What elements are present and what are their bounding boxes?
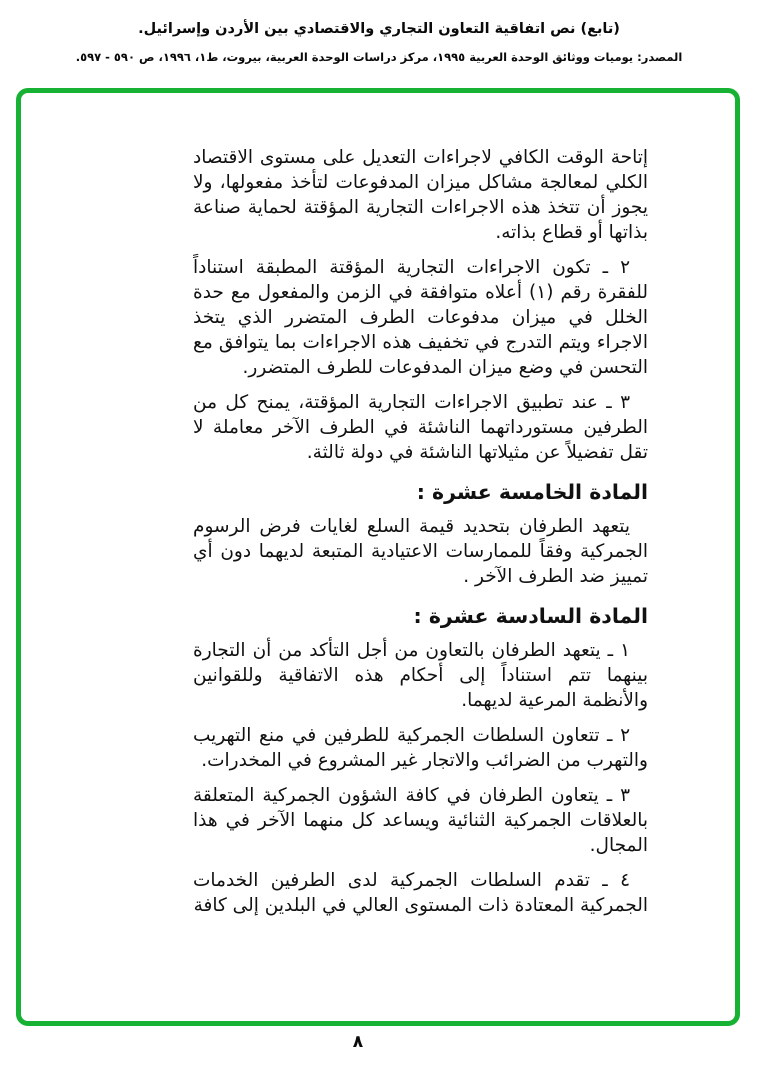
paragraph-item-2: ٢ ـ تكون الاجراءات التجارية المؤقتة المطبقة استناداً للفقرة رقم (١) أعلاه متوافقة في الزمن والمفعول مع حدة الخلل في ميزان مدفوعات الطرف المتضرر الذي يتخذ الاجراء ويتم التدرج في تخفيف هذه الاجراءات بما يتوافق مع التحسن في وضع ميزان المدفوعات للطرف المتضرر. xyxy=(193,257,648,378)
article-15-heading: المادة الخامسة عشرة : xyxy=(416,480,648,504)
paragraph-continuation: إتاحة الوقت الكافي لاجراءات التعديل على مستوى الاقتصاد الكلي لمعالجة مشاكل ميزان المدفوعات لتأخذ مفعولها، ولا يجوز أن تتخذ هذه الاجراءات التجارية المؤقتة لحماية صناعة بذاتها أو قطاع بذاته. xyxy=(193,147,648,243)
article-16-item-1: ١ ـ يتعهد الطرفان بالتعاون من أجل التأكد من أن التجارة بينهما تتم استناداً إلى أحكام هذه الاتفاقية وللقوانين والأنظمة المرعية لديهما. xyxy=(193,640,648,711)
article-15-paragraph: يتعهد الطرفان بتحديد قيمة السلع لغايات فرض الرسوم الجمركية وفقاً للممارسات الاعتيادية المتبعة لديهما دون أي تمييز ضد الطرف الآخر . xyxy=(193,516,648,587)
article-16-item-2: ٢ ـ تتعاون السلطات الجمركية للطرفين في منع التهريب والتهرب من الضرائب والاتجار غير المشروع في المخدرات. xyxy=(193,725,648,771)
article-16-item-4: ٤ ـ تقدم السلطات الجمركية لدى الطرفين الخدمات الجمركية المعتادة ذات المستوى العالي في البلدين إلى كافة xyxy=(193,870,648,916)
document-header xyxy=(0,18,758,66)
paragraph-item-3: ٣ ـ عند تطبيق الاجراءات التجارية المؤقتة، يمنح كل من الطرفين مستورداتهما الناشئة في الطرف الآخر معاملة لا تقل تفضيلاً عن مثيلاتها الناشئة في دولة ثالثة. xyxy=(193,392,648,463)
page-number: ٨ xyxy=(352,1032,364,1052)
document-title: (تابع) نص اتفاقية التعاون التجاري والاقتصادي بين الأردن وإسرائيل. xyxy=(138,21,620,37)
green-border-box xyxy=(16,88,740,1026)
article-16-item-3: ٣ ـ يتعاون الطرفان في كافة الشؤون الجمركية المتعلقة بالعلاقات الجمركية الثنائية ويساعد كل منهما الآخر في هذا المجال. xyxy=(193,785,648,856)
document-source-line: المصدر: يوميات ووثائق الوحدة العربية ١٩٩٥، مركز دراسات الوحدة العربية، بيروت، ط١، ١٩٩٦، ص ٥٩٠ - ٥٩٧. xyxy=(75,50,683,64)
article-text-column xyxy=(193,145,648,928)
article-16-heading: المادة السادسة عشرة : xyxy=(413,604,648,628)
